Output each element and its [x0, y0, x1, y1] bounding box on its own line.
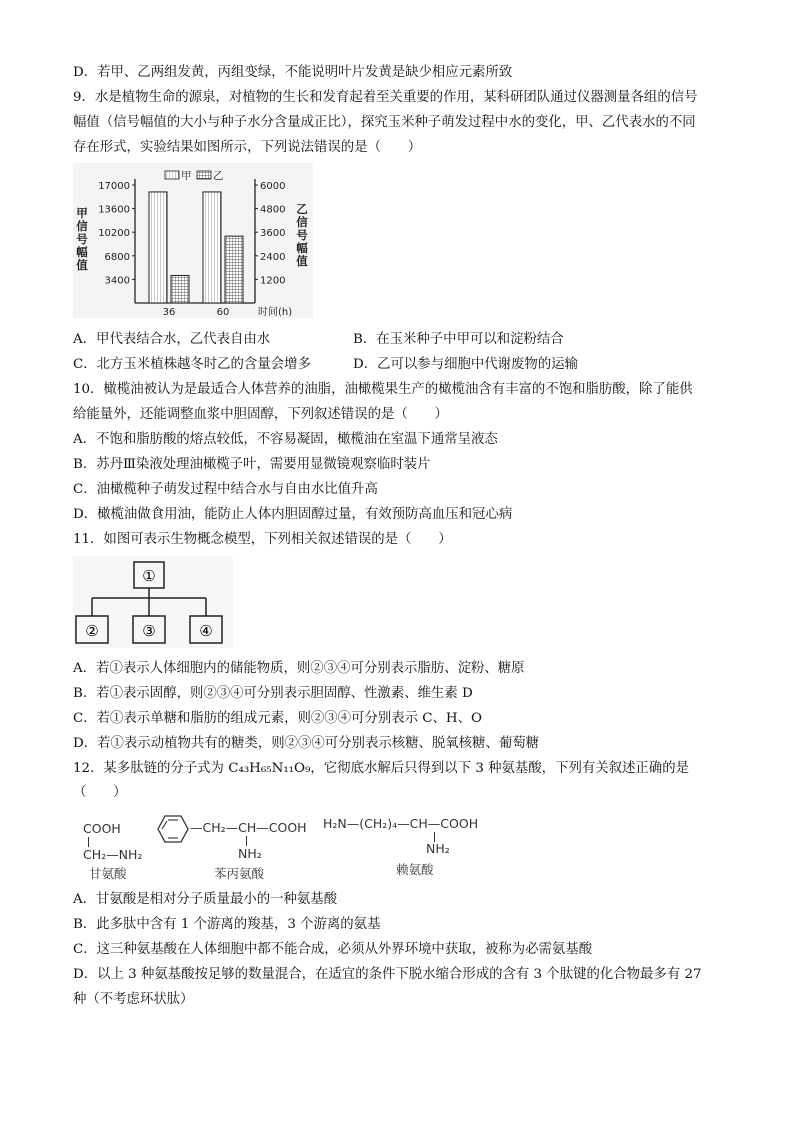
left-tick-label: 13600 [98, 204, 130, 216]
left-tick-label: 10200 [98, 228, 130, 240]
gly-bond [88, 837, 89, 847]
right-tick-label: 6000 [260, 181, 286, 192]
left-axis-label: 值 [76, 258, 88, 272]
lys-chain: H₂N—(CH₂)₄—CH—COOH [323, 816, 479, 831]
q11-option-c: C．若①表示单糖和脂肪的组成元素，则②③④可分别表示 C、H、O [73, 711, 482, 726]
phe-chain: —CH₂—CH—COOH [190, 820, 307, 835]
q12-option-a: A．甘氨酸是相对分子质量最小的一种氨基酸 [73, 892, 338, 907]
q9-option-c: C．北方玉米植株越冬时乙的含量会增多 [73, 357, 311, 372]
node-1-label: ① [142, 567, 156, 585]
right-tick-label: 4800 [260, 204, 286, 216]
q11-option-a: A．若①表示人体细胞内的储能物质，则②③④可分别表示脂肪、淀粉、糖原 [73, 661, 525, 676]
x-tick-label: 60 [216, 307, 230, 318]
right-tick-label: 1200 [260, 275, 286, 287]
amino-acid-structures [73, 808, 513, 881]
concept-model-diagram [73, 556, 233, 648]
right-axis-label: 号 [296, 228, 308, 242]
q9-option-a: A．甲代表结合水，乙代表自由水 [73, 332, 271, 347]
node-3-label: ③ [142, 622, 156, 640]
q9-stem-2: 幅值（信号幅值的大小与种子水分含量成正比），探究玉米种子萌发过程中水的变化，甲、乙代表水的不同 [73, 115, 696, 130]
q11-option-b: B．若①表示固醇，则②③④可分别表示胆固醇、性激素、维生素 D [73, 686, 473, 701]
right-tick-label: 2400 [260, 251, 286, 263]
node-4-label: ④ [199, 622, 213, 640]
gly-name: 甘氨酸 [89, 866, 127, 881]
q12-option-d-2: 种（不考虑环状肽） [73, 992, 194, 1007]
q10-option-b: B．苏丹Ⅲ染液处理油橄榄子叶，需要用显微镜观察临时装片 [73, 457, 431, 472]
left-tick-label: 17000 [98, 181, 130, 192]
gly-ch2: CH₂—NH₂ [83, 847, 143, 862]
q12-stem-2: （ ） [73, 785, 127, 800]
bar-jia-60 [203, 192, 221, 303]
right-tick-label: 3600 [260, 228, 286, 240]
q12-stem-1: 12．某多肽链的分子式为 C₄₃H₆₅N₁₁O₉，它彻底水解后只得到以下 3 种氨基酸，下列有关叙述正确的是 [73, 761, 689, 776]
right-axis-label: 乙 [296, 202, 308, 216]
x-axis-label: 时间(h) [258, 307, 293, 318]
q9-stem-1: 9．水是植物生命的源泉，对植物的生长和发育起着至关重要的作用，某科研团队通过仪器测量各组的信号 [73, 90, 698, 105]
phe-name: 苯丙氨酸 [214, 866, 265, 881]
left-tick-label: 3400 [104, 275, 130, 287]
q12-option-b: B．此多肽中含有 1 个游离的羧基，3 个游离的氨基 [73, 917, 381, 932]
q10-option-c: C．油橄榄种子萌发过程中结合水与自由水比值升高 [73, 482, 378, 497]
left-tick-label: 6800 [104, 251, 130, 263]
q10-stem-2: 给能量外，还能调整血浆中胆固醇，下列叙述错误的是（ ） [73, 407, 448, 422]
line-q8d: D．若甲、乙两组发黄，丙组变绿，不能说明叶片发黄是缺少相应元素所致 [73, 65, 513, 80]
bar-yi-60 [225, 236, 243, 303]
bar-yi-36 [171, 275, 189, 303]
water-signal-chart [73, 163, 313, 318]
lys-nh2: NH₂ [426, 841, 450, 856]
right-axis-label: 幅 [296, 241, 308, 255]
q9-option-b: B．在玉米种子中甲可以和淀粉结合 [353, 332, 564, 347]
legend-label-yi: 乙 [213, 170, 224, 182]
benzene-ring-icon [157, 814, 189, 844]
q12-option-c: C．这三种氨基酸在人体细胞中都不能合成，必须从外界环境中获取，被称为必需氨基酸 [73, 942, 593, 957]
left-axis-label: 甲 [76, 206, 88, 220]
q11-stem: 11．如图可表示生物概念模型，下列相关叙述错误的是（ ） [73, 532, 452, 547]
q11-option-d: D．若①表示动植物共有的糖类，则②③④可分别表示核糖、脱氧核糖、葡萄糖 [73, 736, 540, 751]
q9-stem-3: 存在形式，实验结果如图所示，下列说法错误的是（ ） [73, 140, 422, 155]
q12-option-d-1: D．以上 3 种氨基酸按足够的数量混合，在适宜的条件下脱水缩合形成的含有 3 个肽键的化合物最多有 27 [73, 967, 702, 982]
q10-option-a: A．不饱和脂肪酸的熔点较低，不容易凝固，橄榄油在室温下通常呈液态 [73, 432, 498, 447]
lys-name: 赖氨酸 [396, 862, 434, 877]
left-axis-label: 号 [76, 232, 88, 246]
legend-swatch-yi [197, 171, 211, 179]
right-axis-label: 值 [296, 254, 308, 268]
q10-option-d: D．橄榄油做食用油，能防止人体内胆固醇过量，有效预防高血压和冠心病 [73, 507, 513, 522]
phe-bond [246, 836, 247, 846]
node-2-label: ② [85, 622, 99, 640]
q9-option-d: D．乙可以参与细胞中代谢废物的运输 [353, 357, 578, 372]
legend-swatch-jia [165, 171, 179, 179]
q10-stem-1: 10．橄榄油被认为是最适合人体营养的油脂，油橄榄果生产的橄榄油含有丰富的不饱和脂肪酸，除了能供 [73, 382, 693, 397]
bar-jia-36 [149, 192, 167, 303]
left-axis-label: 信 [76, 219, 88, 233]
legend-label-jia: 甲 [181, 170, 192, 182]
x-tick-label: 36 [162, 307, 176, 318]
right-axis-label: 信 [296, 215, 308, 229]
left-axis-label: 幅 [76, 245, 88, 259]
gly-cooh: COOH [83, 821, 121, 836]
phe-nh2: NH₂ [238, 846, 262, 861]
